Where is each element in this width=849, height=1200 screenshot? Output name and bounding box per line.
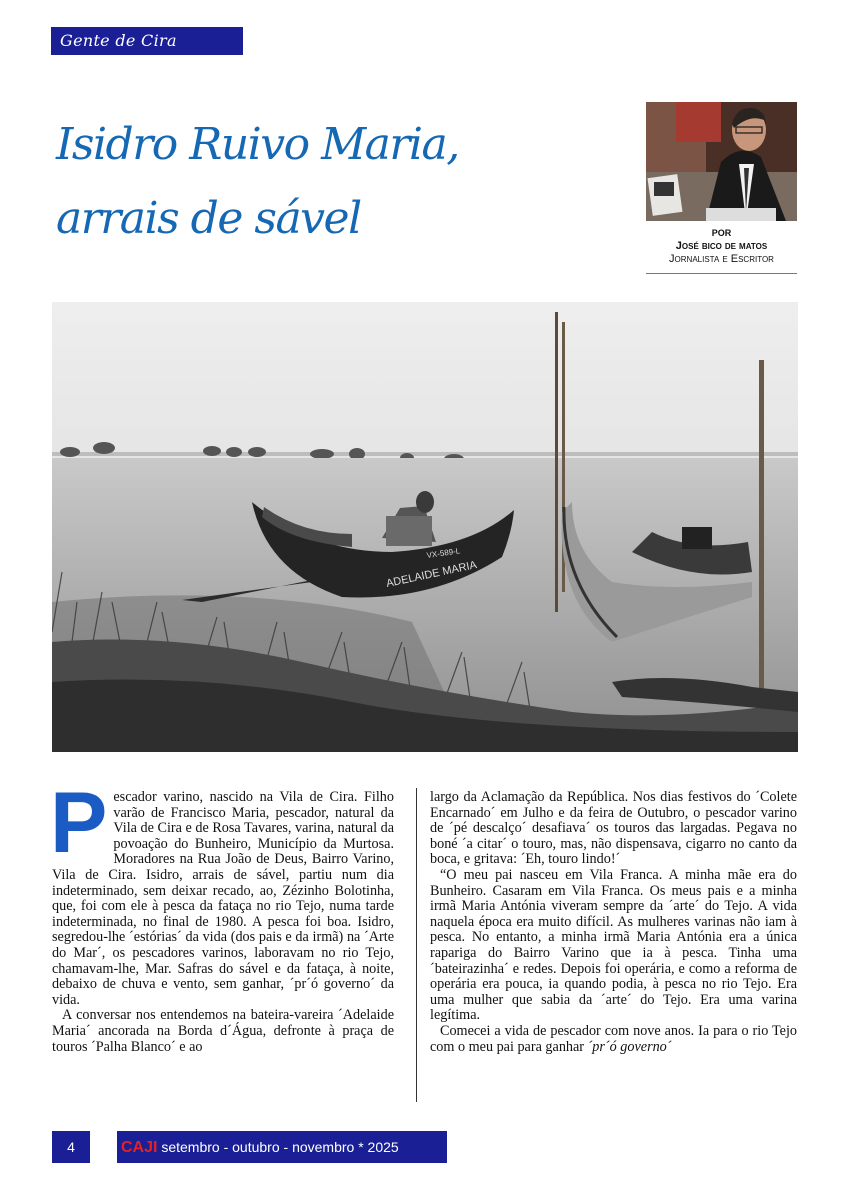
column-divider	[416, 788, 417, 1102]
author-role: Jornalista e Escritor	[669, 253, 774, 265]
publication-brand: CAJI	[121, 1139, 158, 1156]
article-title	[56, 108, 459, 256]
footer-issue-bar	[117, 1131, 447, 1163]
author-box	[646, 102, 797, 265]
section-tag: Gente de Cira	[51, 27, 243, 55]
issue-date: setembro - outubro - novembro * 2025	[161, 1139, 399, 1155]
feature-photo	[52, 302, 798, 752]
author-name: José bico de matos	[675, 240, 768, 252]
article-paragraph: “O meu pai nasceu em Vila Franca. A minha mãe era do Bunheiro. Casaram em Vila Franca. Os meus pais e a minha irmã Maria Antónia viveram sempre da ´arte´ do Tejo. A vida naquela época era muito difícil. As mulheres varinas não iam à pesca. No entanto, a minha irmã Maria Antónia era a única rapariga do Bairro Varino que ia à pesca. Tinha uma ´bateirazinha´ e redes. Depois foi operária, e como a reforma de operária era pouca, ia quando podia, à pesca no rio Tejo. Era uma mulher que sabia da ´arte´ do Tejo. Era uma varina legítima.	[430, 866, 797, 1024]
article-column-left	[50, 775, 394, 1055]
boat-name-label: ADELAIDE MARIA	[385, 559, 478, 590]
article-paragraph	[430, 1024, 797, 1055]
article-paragraph	[50, 775, 394, 1008]
title-line-2: arrais de sável	[56, 193, 361, 244]
paragraph-text: Comecei a vida de pescador com nove anos. Ia para o rio Tejo com o meu pai para ganhar	[430, 1022, 797, 1055]
article-column-right	[430, 790, 797, 1055]
article-paragraph: A conversar nos entendemos na bateira-vareira ´Adelaide Maria´ ancorada na Borda d´Água, defronte à praça de touros ´Palha Blanco´ e ao	[52, 1007, 394, 1055]
author-by-label: POR	[711, 228, 732, 238]
boat-registration-label: VX-589-L	[426, 546, 461, 560]
article-paragraph: largo da Aclamação da República. Nos dias festivos do ´Colete Encarnado´ em Julho e da feira de Outubro, o pescador varino de ´pé descalço´ desafiava´ os touros das largadas. Pegava no boné ´a citar´ o touro, mas, não dispensava, cigarro no canto da boca, e gritava: ´Eh, touro lindo!´	[430, 789, 797, 868]
author-divider	[646, 273, 797, 274]
emphasis-text: ´pr´ó governo´	[587, 1038, 672, 1055]
author-photo	[646, 102, 797, 221]
page-number: 4	[52, 1131, 90, 1163]
drop-cap: P	[50, 775, 108, 871]
paragraph-text: escador varino, nascido na Vila de Cira. Filho varão de Francisco Maria, pescador, natural da Vila de Cira e de Rosa Tavares, varina, natural da povoação do Bunheiro, Município da Murtosa. Moradores na Rua João de Deus, Bairro Varino, Vila de Cira. Isidro, arrais de sável, partiu num dia indeterminado, sem deixar recado, ao, Zézinho Bolotinha, que, foi com ele à pesca da fataça no rio Tejo, numa tarde indeterminada, no final de 1980. A pesca foi boa. Isidro, segredou-lhe ´estórias´ da vida (dos pais e da irmã) na ´Arte do Mar´, os pescadores varinos, laboravam no rio Tejo, chamavam-lhe, Mar. Safras do sável e da fataça, à noite, debaixo de chuva e vento, sem ganhar, ´pr´ó governo´ da vida.	[52, 789, 394, 1008]
title-line-1: Isidro Ruivo Maria,	[56, 119, 459, 170]
